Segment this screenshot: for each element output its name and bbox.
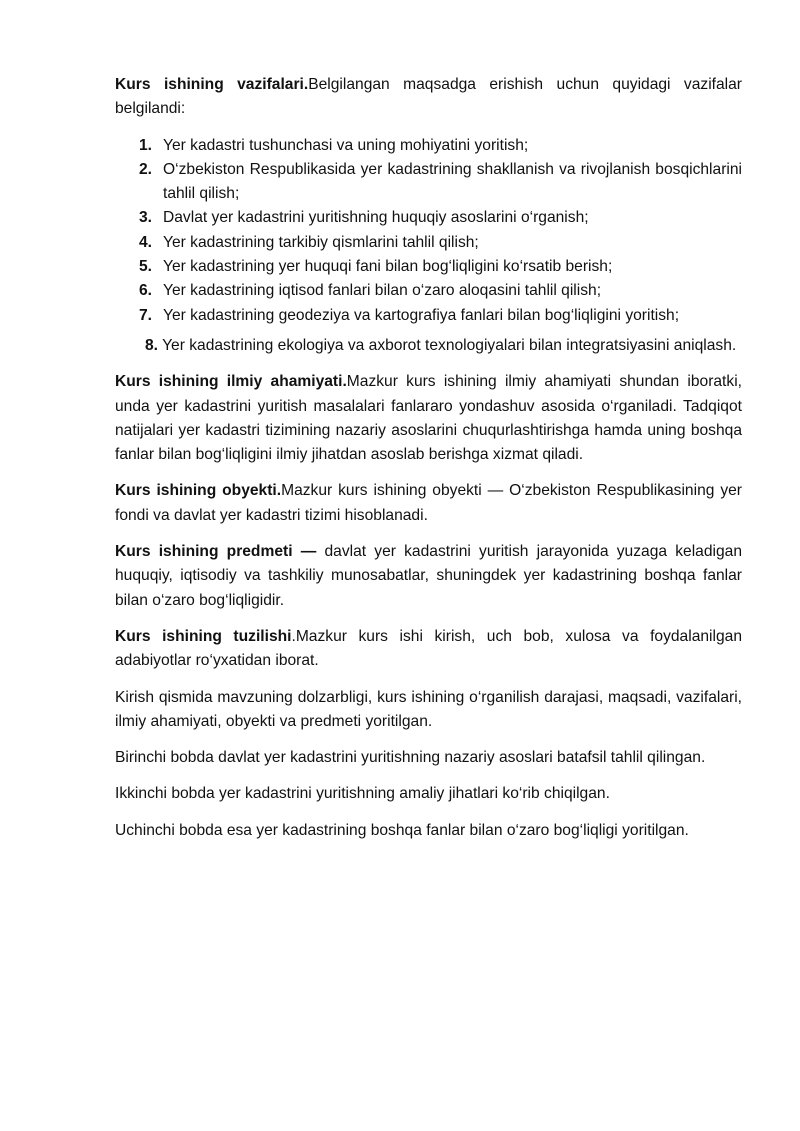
list-item-text: Yer kadastri tushunchasi va uning mohiyatini yoritish;: [163, 136, 529, 154]
list-item-text: Yer kadastrining geodeziya va kartografiya fanlari bilan bog‘liqligini yoritish;: [163, 306, 680, 324]
structure-text: .Mazkur kurs ishi kirish, uch bob, xulosa va foydalanilgan adabiyotlar ro‘yxatidan iborat.: [115, 627, 742, 670]
structure-paragraph: [115, 625, 742, 674]
list-item-number: 5.: [139, 258, 153, 276]
tasks-intro-text: Belgilangan maqsadga erishish uchun quyidagi vazifalar belgilandi:: [115, 76, 743, 118]
list-item-number: 2.: [139, 160, 153, 178]
list-item: [139, 279, 742, 303]
list-item: [139, 304, 742, 328]
list-item-number: 1.: [139, 136, 153, 154]
significance-heading: Kurs ishining ilmiy ahamiyati.: [115, 373, 347, 391]
subject-text: davlat yer kadastrini yuritish jarayonida yuzaga keladigan huquqiy, iqtisodiy va tashkiliy munosabatlar, shuningdek yer kadastrining boshqa fanlar bilan o‘zaro bog‘liqligidir.: [115, 543, 742, 609]
task-item-8: [115, 334, 742, 358]
tasks-intro-paragraph: [115, 73, 742, 122]
significance-paragraph: [115, 370, 742, 467]
list-item-text: O‘zbekiston Respublikasida yer kadastrining shakllanish va rivojlanish bosqichlarini tahlil qilish;: [163, 160, 742, 203]
list-item: [139, 158, 742, 207]
list-item-text: Yer kadastrining yer huquqi fani bilan bog‘liqligini ko‘rsatib berish;: [163, 258, 613, 276]
list-item-number: 7.: [139, 306, 153, 324]
list-item-number: 8.: [145, 336, 159, 354]
list-item-number: 6.: [139, 282, 153, 300]
subject-heading: Kurs ishining predmeti —: [115, 543, 325, 561]
list-item-text: Yer kadastrining iqtisod fanlari bilan o‘zaro aloqasini tahlil qilish;: [163, 282, 602, 300]
chapter-1-paragraph: Birinchi bobda davlat yer kadastrini yuritishning nazariy asoslari batafsil tahlil qilingan.: [115, 749, 706, 767]
intro-part-paragraph: Kirish qismida mavzuning dolzarbligi, kurs ishining o‘rganilish darajasi, maqsadi, vazifalari, ilmiy ahamiyati, obyekti va predmeti yoritilgan.: [115, 688, 742, 730]
significance-text: Mazkur kurs ishining ilmiy ahamiyati shundan iboratki, unda yer kadastrini yuritish masalalari fanlararo yondashuv asosida o‘rganiladi. Tadqiqot natijalari yer kadastri tizimining nazariy asoslarini chuqurlashtirishga hamda uning boshqa fanlar bilan bog‘liqligini ilmiy jihatdan asoslab berishga xizmat qiladi.: [115, 373, 742, 464]
list-item-number: 3.: [139, 209, 153, 227]
object-heading: Kurs ishining obyekti.: [115, 482, 282, 500]
object-paragraph: [115, 479, 742, 528]
tasks-heading: Kurs ishining vazifalari.: [115, 76, 309, 93]
subject-paragraph: [115, 540, 742, 613]
list-item-text: Yer kadastrining tarkibiy qismlarini tahlil qilish;: [163, 233, 479, 251]
list-item-number: 4.: [139, 233, 153, 251]
list-item: [139, 134, 742, 158]
tasks-list: [115, 134, 742, 328]
list-item: [139, 255, 742, 279]
chapter-3-paragraph: Uchinchi bobda esa yer kadastrining boshqa fanlar bilan o‘zaro bog‘liqligi yoritilgan.: [115, 821, 689, 839]
list-item-text: Yer kadastrining ekologiya va axborot texnologiyalari bilan integratsiyasini aniqlash.: [158, 336, 737, 354]
list-item: [139, 231, 742, 255]
structure-heading: Kurs ishining tuzilishi: [115, 627, 292, 645]
chapter-2-paragraph: Ikkinchi bobda yer kadastrini yuritishning amaliy jihatlari ko‘rib chiqilgan.: [115, 785, 610, 803]
document-page: [115, 73, 742, 855]
list-item-text: Davlat yer kadastrini yuritishning huquqiy asoslarini o‘rganish;: [163, 209, 589, 227]
object-text: Mazkur kurs ishining obyekti — O‘zbekiston Respublikasining yer fondi va davlat yer kadastri tizimi hisoblanadi.: [115, 482, 742, 524]
list-item: [139, 206, 742, 230]
